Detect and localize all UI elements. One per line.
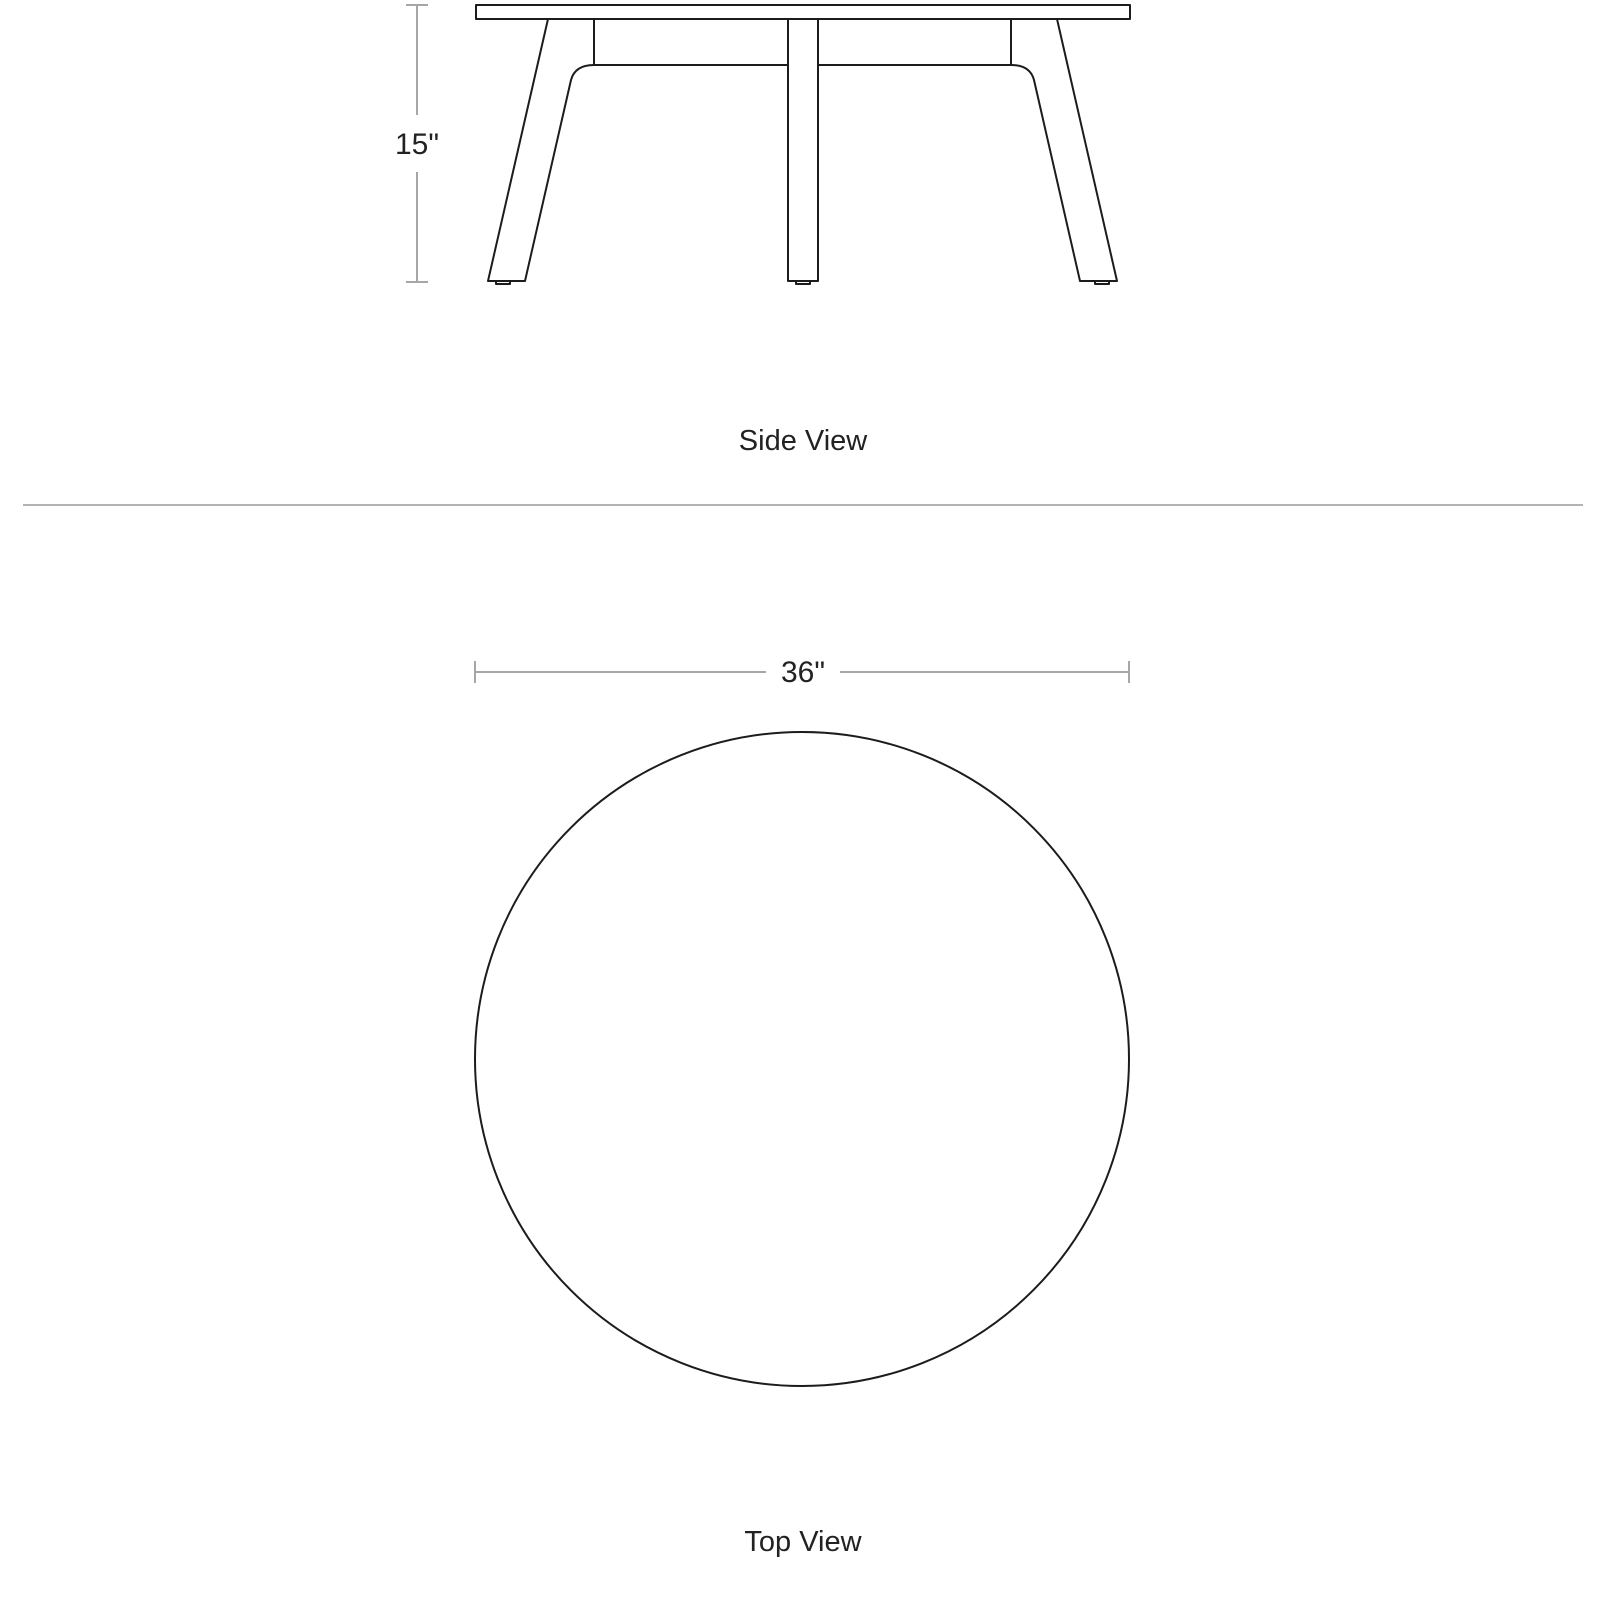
side-view xyxy=(395,5,1130,457)
left-leg-foot xyxy=(496,281,510,284)
center-leg xyxy=(788,19,818,281)
width-label: 36" xyxy=(780,656,826,689)
apron-rail xyxy=(594,19,1011,65)
top-view-caption: Top View xyxy=(744,1526,862,1558)
right-leg xyxy=(1011,19,1117,281)
top-view xyxy=(475,656,1129,1558)
left-leg xyxy=(488,19,594,281)
width-dimension xyxy=(475,656,1129,689)
center-leg-foot xyxy=(796,281,810,284)
table-top-circle xyxy=(475,732,1129,1386)
table-top-slab xyxy=(476,5,1130,19)
height-dimension xyxy=(395,5,439,282)
right-leg-foot xyxy=(1095,281,1109,284)
side-view-caption: Side View xyxy=(738,425,868,457)
height-label: 15" xyxy=(394,128,440,161)
